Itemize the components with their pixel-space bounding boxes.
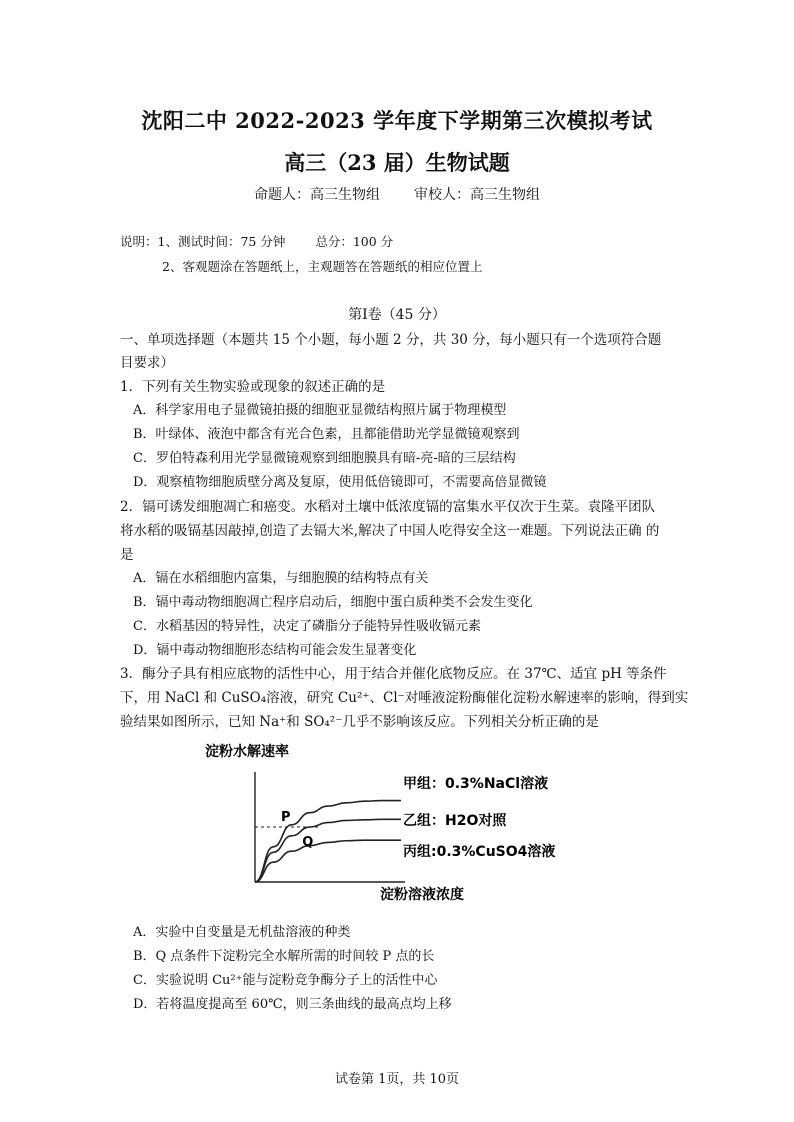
legend-series-1: 甲组：0.3%NaCl溶液 xyxy=(403,776,549,792)
q1-option-d: D．观察植物细胞质壁分离及复原，使用低倍镜即可，不需要高倍显微镜 xyxy=(133,475,547,490)
q2-stem-line-1: 2．镉可诱发细胞凋亡和癌变。水稻对土壤中低浓度镉的富集水平仅次于生菜。袁隆平团队 xyxy=(120,499,656,515)
exam-subtitle: 高三（23 届）生物试题 xyxy=(284,150,510,175)
note-line-2: 2、客观题涂在答题纸上，主观题答在答题纸的相应位置上 xyxy=(162,259,483,274)
q2-option-a: A．镉在水稻细胞内富集，与细胞膜的结构特点有关 xyxy=(133,571,429,586)
q3-option-c: C．实验说明 Cu²⁺能与淀粉竞争酶分子上的活性中心 xyxy=(133,973,438,988)
reviewer: 审校人：高三生物组 xyxy=(414,187,540,203)
q3-option-b: B．Q 点条件下淀粉完全水解所需的时间较 P 点的长 xyxy=(133,949,435,964)
series-water-line xyxy=(255,819,401,882)
q2-option-d: D．镉中毒动物细胞形态结构可能会发生显著变化 xyxy=(133,643,417,658)
setter: 命题人：高三生物组 xyxy=(254,187,380,203)
series-cuso4-line xyxy=(255,840,401,882)
q2-option-c: C．水稻基因的特异性，决定了磷脂分子能特异性吸收镉元素 xyxy=(133,619,481,634)
point-q-label: Q xyxy=(302,835,314,850)
note-time: 说明：1、测试时间：75 分钟 xyxy=(120,234,286,249)
section-instruction-1: 一、单项选择题（本题共 15 个小题，每小题 2 分，共 30 分，每小题只有一个选项符合题 xyxy=(120,332,662,348)
section-instruction-2: 目要求） xyxy=(120,355,174,371)
q1-option-a: A．科学家用电子显微镜拍摄的细胞亚显微结构照片属于物理模型 xyxy=(133,403,507,418)
q3-option-d: D．若将温度提高至 60℃，则三条曲线的最高点均上移 xyxy=(133,997,452,1012)
q3-option-a: A．实验中自变量是无机盐溶液的种类 xyxy=(133,925,351,940)
page-footer: 试卷第 1页，共 10页 xyxy=(334,1072,460,1087)
q3-stem-line-1: 3．酶分子具有相应底物的活性中心，用于结合并催化底物反应。在 37℃、适宜 pH 等条件 xyxy=(120,666,667,682)
q2-stem-line-3: 是 xyxy=(120,547,134,563)
starch-hydrolysis-chart xyxy=(205,742,605,902)
authors-line xyxy=(0,184,794,204)
note-line-1 xyxy=(120,232,393,250)
legend-series-3: 丙组:0.3%CuSO4溶液 xyxy=(403,844,556,860)
point-p-label: P xyxy=(280,810,291,825)
chart-xlabel: 淀粉溶液浓度 xyxy=(380,887,464,902)
q1-option-b: B．叶绿体、液泡中都含有光合色素，且都能借助光学显微镜观察到 xyxy=(133,427,520,442)
q2-option-b: B．镉中毒动物细胞凋亡程序启动后，细胞中蛋白质种类不会发生变化 xyxy=(133,595,533,610)
legend-series-2: 乙组：H2O对照 xyxy=(403,813,507,829)
q3-stem-line-3: 验结果如图所示，已知 Na⁺和 SO₄²⁻几乎不影响该反应。下列相关分析正确的是 xyxy=(120,714,599,730)
q3-stem-line-2: 下，用 NaCl 和 CuSO₄溶液，研究 Cu²⁺、Cl⁻对唾液淀粉酶催化淀粉水解速率的影响，得到实 xyxy=(120,690,689,706)
series-nacl-line xyxy=(255,801,401,882)
chart-ylabel: 淀粉水解速率 xyxy=(205,744,289,760)
q2-stem-line-2: 将水稻的吸镉基因敲掉,创造了去镉大米,解决了中国人吃得安全这一难题。下列说法正确 的 xyxy=(120,523,660,539)
note-score: 总分：100 分 xyxy=(315,234,394,249)
q1-stem: 1．下列有关生物实验或现象的叙述正确的是 xyxy=(120,379,386,395)
q1-option-c: C．罗伯特森利用光学显微镜观察到细胞膜具有暗-亮-暗的三层结构 xyxy=(133,451,516,466)
exam-title: 沈阳二中 2022-2023 学年度下学期第三次模拟考试 xyxy=(141,108,653,133)
section-title: 第Ⅰ卷（45 分） xyxy=(348,307,446,323)
